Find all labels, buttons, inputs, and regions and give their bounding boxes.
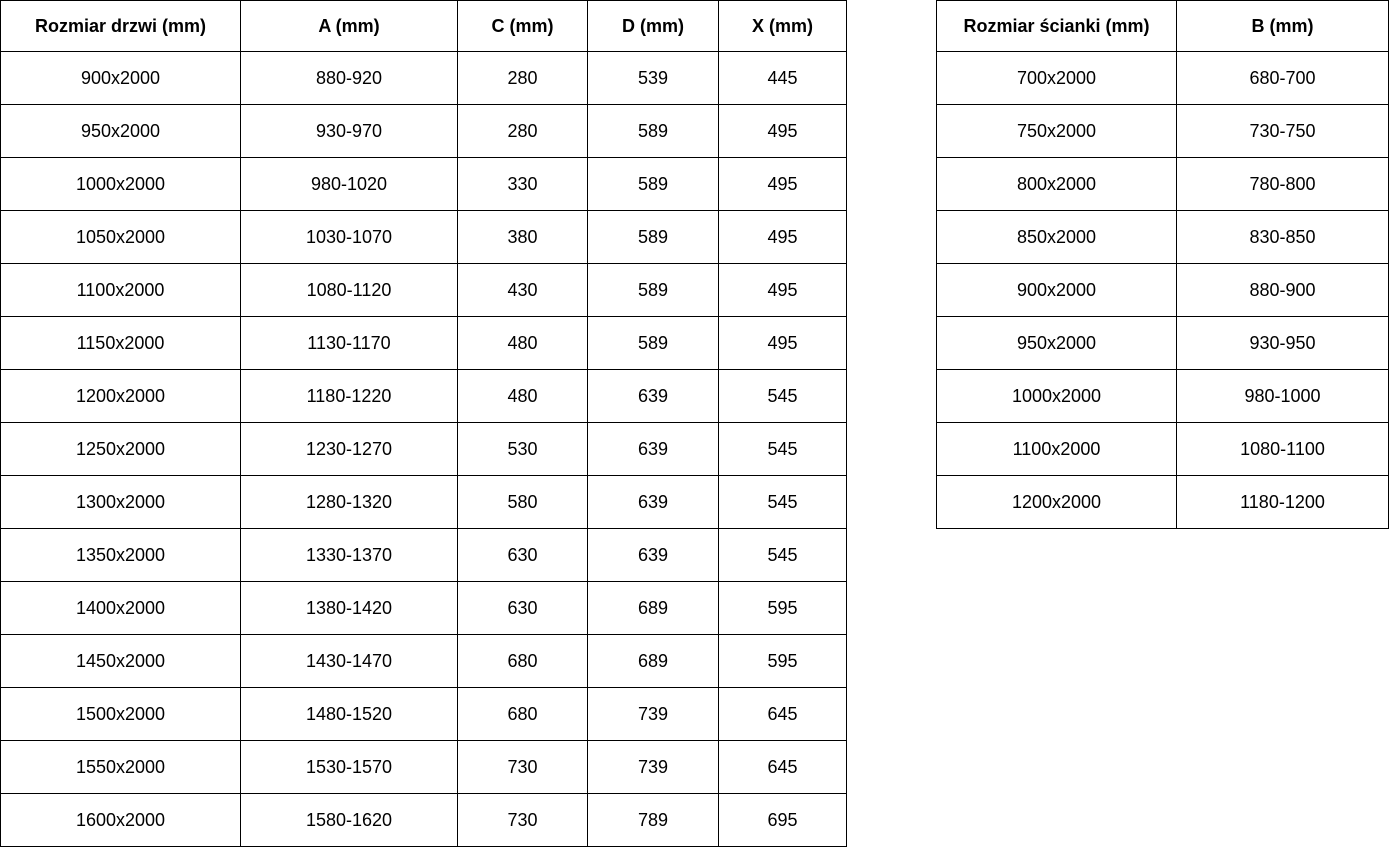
table-row (937, 423, 1389, 476)
table-cell: 1130-1170 (241, 317, 458, 370)
table-cell: 1200x2000 (937, 476, 1177, 529)
table-cell: 750x2000 (937, 105, 1177, 158)
table-cell: 1100x2000 (937, 423, 1177, 476)
table-cell: 1530-1570 (241, 741, 458, 794)
table-cell: 639 (588, 370, 719, 423)
table-row (937, 211, 1389, 264)
table-row (1, 317, 847, 370)
table-cell: 1050x2000 (1, 211, 241, 264)
table-row (1, 529, 847, 582)
table-row (1, 794, 847, 847)
table-cell: 830-850 (1177, 211, 1389, 264)
table-cell: 780-800 (1177, 158, 1389, 211)
table-cell: 1000x2000 (1, 158, 241, 211)
table-cell: 789 (588, 794, 719, 847)
table-cell: 589 (588, 211, 719, 264)
column-header: C (mm) (458, 1, 588, 52)
table-cell: 1080-1120 (241, 264, 458, 317)
table-cell: 689 (588, 635, 719, 688)
table-row (1, 635, 847, 688)
table-cell: 1330-1370 (241, 529, 458, 582)
table-row (1, 211, 847, 264)
table-cell: 680 (458, 688, 588, 741)
table-cell: 1180-1200 (1177, 476, 1389, 529)
table-cell: 430 (458, 264, 588, 317)
table-cell: 589 (588, 264, 719, 317)
table-cell: 739 (588, 741, 719, 794)
table-cell: 900x2000 (937, 264, 1177, 317)
table-cell: 545 (719, 370, 847, 423)
table-cell: 930-970 (241, 105, 458, 158)
table-cell: 700x2000 (937, 52, 1177, 105)
table-cell: 545 (719, 529, 847, 582)
table-cell: 880-920 (241, 52, 458, 105)
table-row (1, 476, 847, 529)
table-cell: 280 (458, 105, 588, 158)
column-header: X (mm) (719, 1, 847, 52)
table-cell: 1000x2000 (937, 370, 1177, 423)
table-cell: 680 (458, 635, 588, 688)
table-cell: 539 (588, 52, 719, 105)
table-cell: 480 (458, 317, 588, 370)
table-cell: 1550x2000 (1, 741, 241, 794)
table-cell: 639 (588, 476, 719, 529)
table-cell: 1180-1220 (241, 370, 458, 423)
table-cell: 1080-1100 (1177, 423, 1389, 476)
table-cell: 545 (719, 423, 847, 476)
table-cell: 495 (719, 105, 847, 158)
wall-dimensions-table (936, 0, 1389, 529)
table-row (937, 370, 1389, 423)
table-cell: 680-700 (1177, 52, 1389, 105)
table-cell: 739 (588, 688, 719, 741)
table-cell: 1350x2000 (1, 529, 241, 582)
table-cell: 930-950 (1177, 317, 1389, 370)
table-cell: 639 (588, 529, 719, 582)
table-row (1, 741, 847, 794)
table-cell: 1280-1320 (241, 476, 458, 529)
table-cell: 445 (719, 52, 847, 105)
column-header: D (mm) (588, 1, 719, 52)
table-cell: 1230-1270 (241, 423, 458, 476)
table-row (937, 476, 1389, 529)
table-row (1, 105, 847, 158)
table-cell: 1600x2000 (1, 794, 241, 847)
table-cell: 900x2000 (1, 52, 241, 105)
table-cell: 800x2000 (937, 158, 1177, 211)
column-header: Rozmiar drzwi (mm) (1, 1, 241, 52)
table-cell: 1430-1470 (241, 635, 458, 688)
table-cell: 950x2000 (1, 105, 241, 158)
table-cell: 1200x2000 (1, 370, 241, 423)
table-cell: 980-1000 (1177, 370, 1389, 423)
table-cell: 330 (458, 158, 588, 211)
table-cell: 950x2000 (937, 317, 1177, 370)
table-cell: 695 (719, 794, 847, 847)
table-cell: 730 (458, 794, 588, 847)
table-cell: 495 (719, 211, 847, 264)
table-cell: 630 (458, 529, 588, 582)
table-cell: 495 (719, 317, 847, 370)
table-cell: 589 (588, 105, 719, 158)
table-row (1, 158, 847, 211)
table-row (1, 264, 847, 317)
table-cell: 589 (588, 158, 719, 211)
column-header: Rozmiar ścianki (mm) (937, 1, 1177, 52)
table-cell: 1450x2000 (1, 635, 241, 688)
table-row (937, 158, 1389, 211)
table-cell: 730-750 (1177, 105, 1389, 158)
table-cell: 1480-1520 (241, 688, 458, 741)
table-cell: 880-900 (1177, 264, 1389, 317)
wall-table-header-row (937, 1, 1389, 52)
table-cell: 545 (719, 476, 847, 529)
table-cell: 530 (458, 423, 588, 476)
table-row (1, 423, 847, 476)
table-cell: 1150x2000 (1, 317, 241, 370)
table-cell: 1380-1420 (241, 582, 458, 635)
table-cell: 595 (719, 635, 847, 688)
table-row (1, 52, 847, 105)
table-cell: 1250x2000 (1, 423, 241, 476)
table-row (1, 370, 847, 423)
table-cell: 1580-1620 (241, 794, 458, 847)
table-cell: 645 (719, 741, 847, 794)
table-cell: 980-1020 (241, 158, 458, 211)
table-cell: 730 (458, 741, 588, 794)
table-cell: 589 (588, 317, 719, 370)
table-row (937, 317, 1389, 370)
table-cell: 1030-1070 (241, 211, 458, 264)
table-cell: 630 (458, 582, 588, 635)
table-cell: 580 (458, 476, 588, 529)
table-cell: 689 (588, 582, 719, 635)
table-cell: 480 (458, 370, 588, 423)
column-header: A (mm) (241, 1, 458, 52)
table-row (937, 264, 1389, 317)
table-cell: 1100x2000 (1, 264, 241, 317)
table-row (937, 52, 1389, 105)
table-cell: 280 (458, 52, 588, 105)
table-cell: 850x2000 (937, 211, 1177, 264)
table-cell: 645 (719, 688, 847, 741)
table-cell: 1400x2000 (1, 582, 241, 635)
table-cell: 380 (458, 211, 588, 264)
door-table-header-row (1, 1, 847, 52)
table-cell: 1500x2000 (1, 688, 241, 741)
column-header: B (mm) (1177, 1, 1389, 52)
table-cell: 495 (719, 158, 847, 211)
table-row (1, 582, 847, 635)
table-cell: 595 (719, 582, 847, 635)
table-cell: 495 (719, 264, 847, 317)
table-row (1, 688, 847, 741)
table-cell: 1300x2000 (1, 476, 241, 529)
table-row (937, 105, 1389, 158)
table-cell: 639 (588, 423, 719, 476)
